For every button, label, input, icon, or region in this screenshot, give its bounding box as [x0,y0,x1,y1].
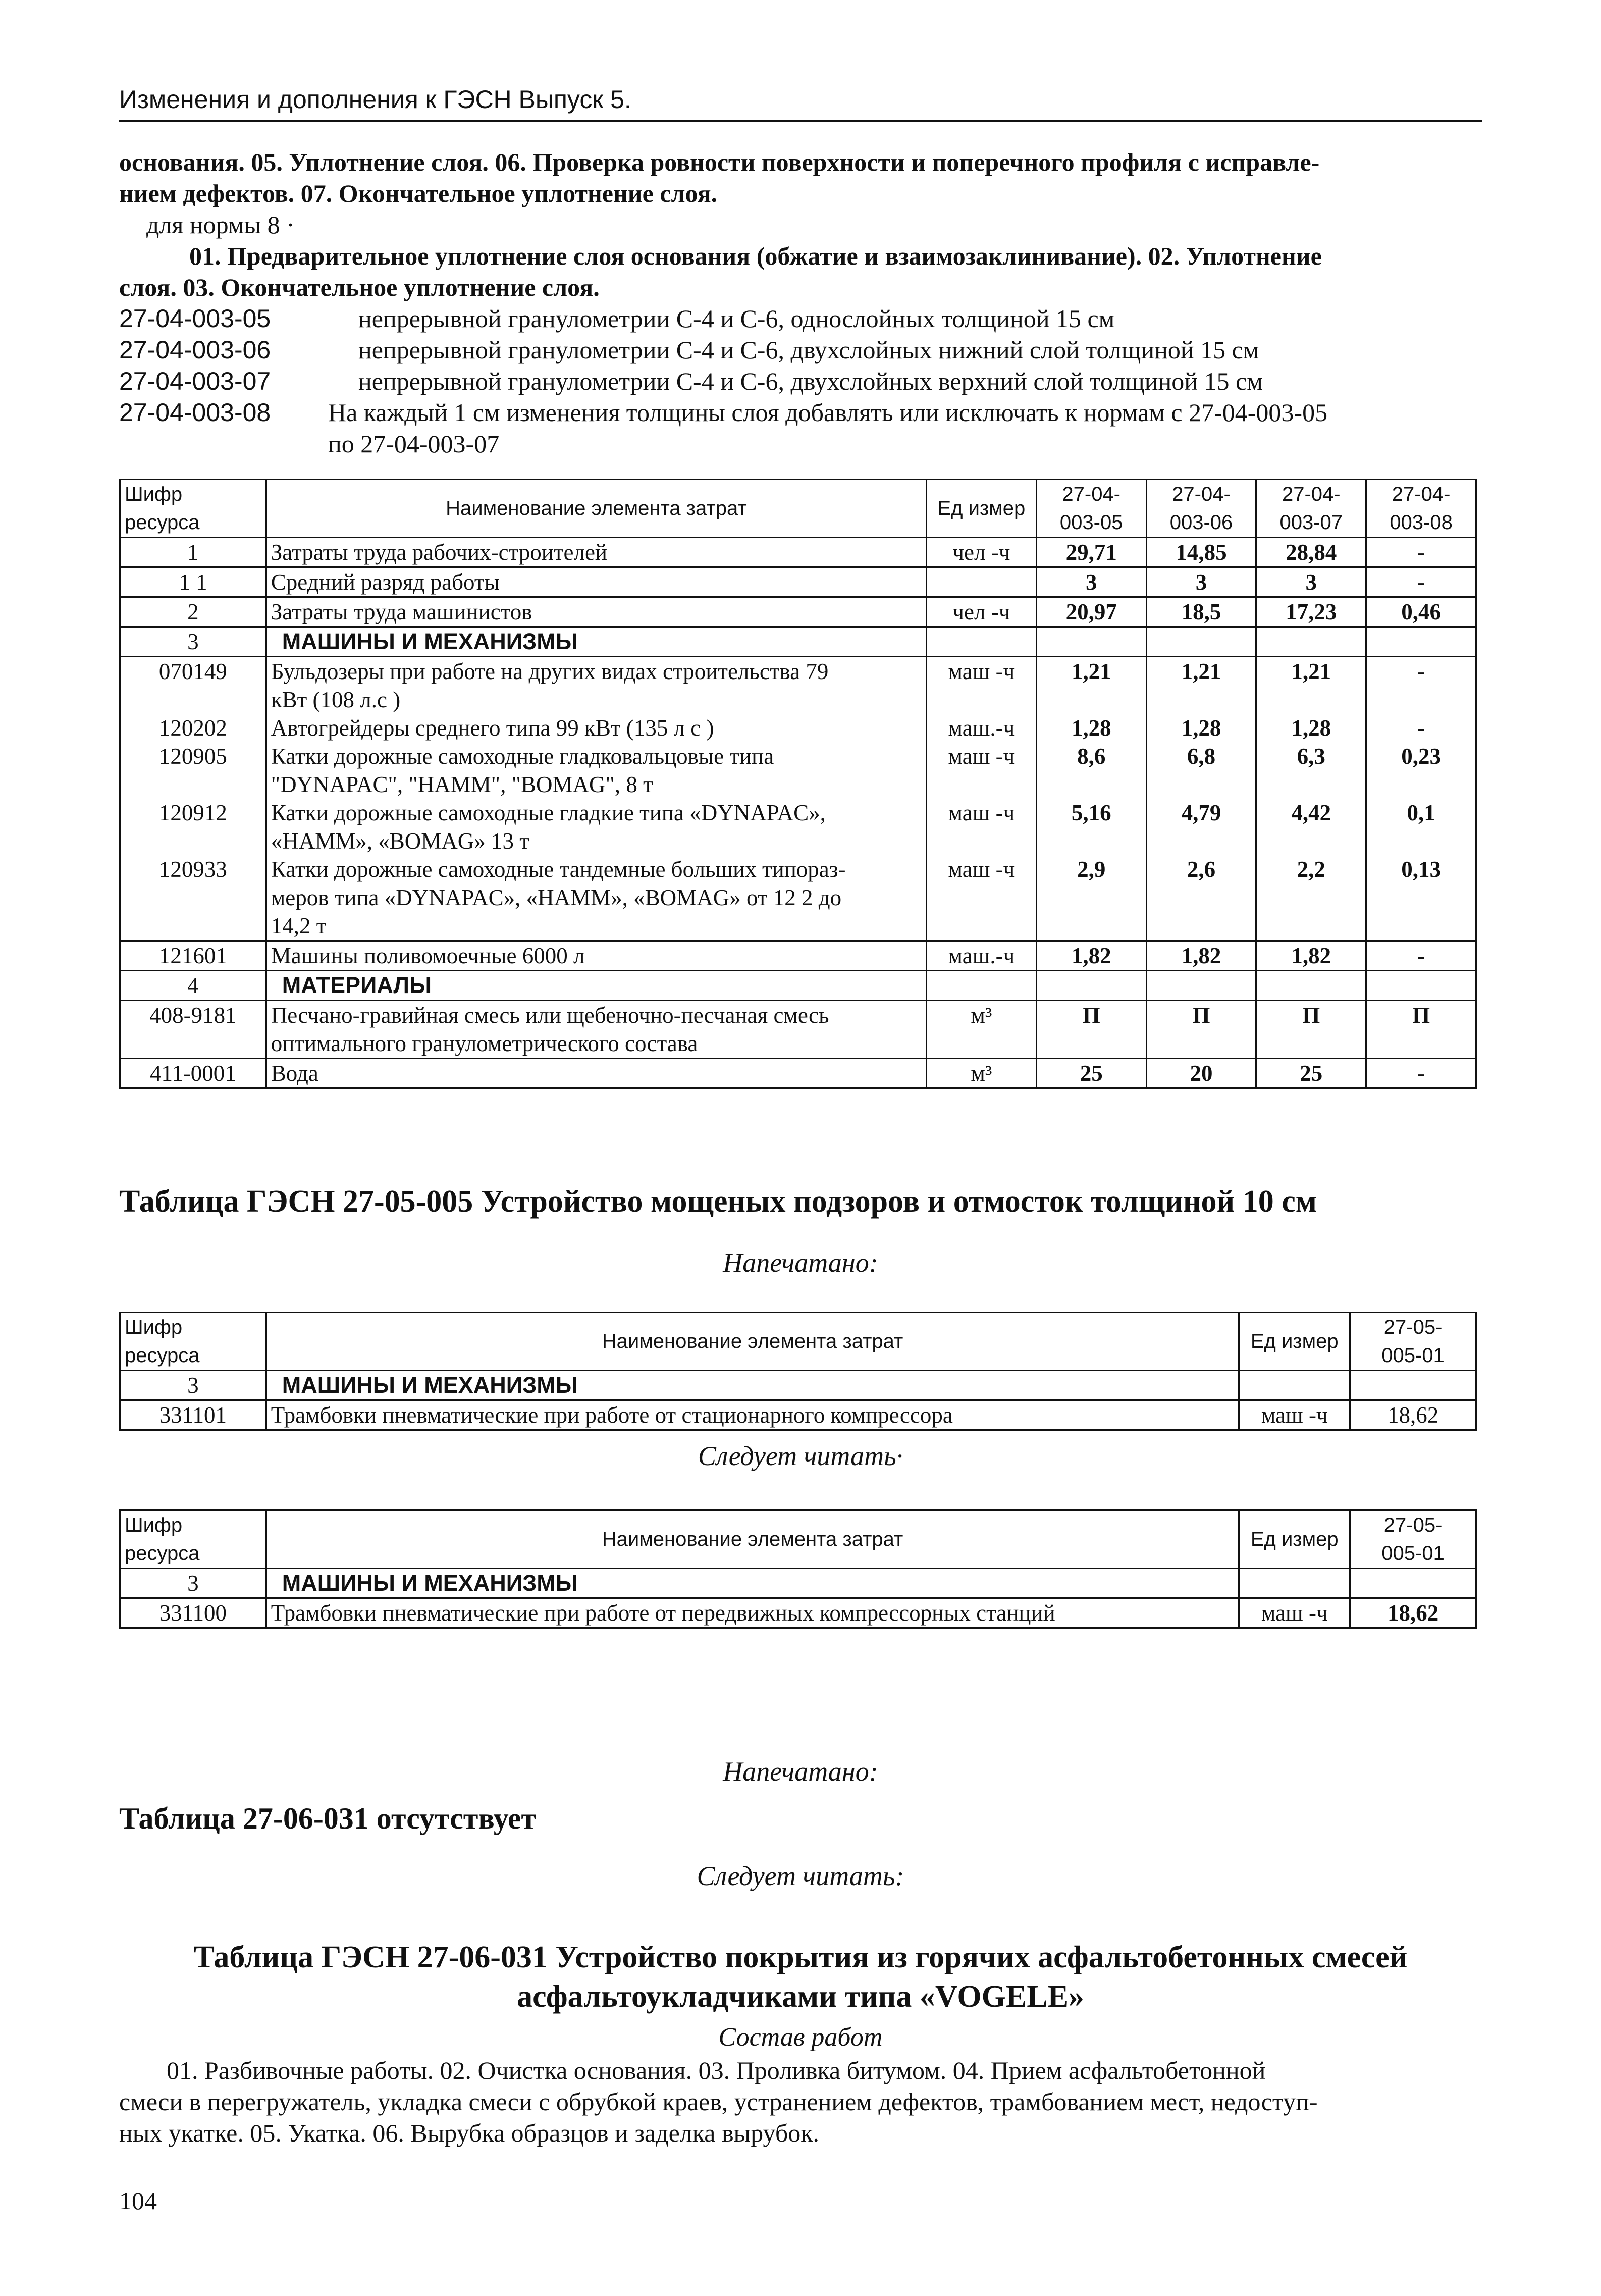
cell-unit: маш.-ч [926,941,1036,971]
cell-value: 0,1 [1366,799,1476,855]
cell-value: П [1146,1001,1256,1059]
cell-value: 1,82 [1146,941,1256,971]
cell-empty [1239,1569,1350,1598]
cell-value: 3 [1036,567,1146,597]
intro-line-1: основания. 05. Уплотнение слоя. 06. Проверка ровности поверхности и поперечного профиля с исправле- [119,148,1320,176]
cell-empty [1146,627,1256,657]
composition-heading: Состав работ [718,2023,883,2052]
cell-value: 25 [1036,1059,1146,1088]
resource-table-corrected [119,1509,1477,1629]
name-line: оптимального гранулометрического состава [271,1031,698,1056]
cell-name: Трамбовки пневматические при работе от передвижных компрессорных станций [266,1598,1239,1628]
name-line: меров типа «DYNAPAC», «HAMM», «BOMAG» от 12 2 до [271,885,842,910]
cell-value: 2,2 [1256,855,1366,941]
cell-empty [1146,971,1256,1001]
header-part: 27-05- [1383,1316,1443,1338]
table-group-row [120,1371,1476,1400]
cell-code: 408-9181 [120,1001,266,1059]
cell-code: 120912 [120,799,266,855]
col-header-unit: Ед измер [1239,1313,1350,1371]
composition-line-3: ных укатке. 05. Укатка. 06. Вырубка образцов и заделка вырубок. [119,2119,820,2147]
cell-value: 18,5 [1146,597,1256,627]
cell-name: Затраты труда рабочих-строителей [266,538,926,567]
cell-value: - [1366,714,1476,742]
cell-name [266,657,926,714]
name-line: «HAMM», «BOMAG» 13 т [271,828,529,854]
cell-value: 1,21 [1036,657,1146,714]
section-title-27-05-005: Таблица ГЭСН 27-05-005 Устройство мощеных подзоров и отмосток толщиной 10 см [119,1184,1317,1219]
cell-name: Средний разряд работы [266,567,926,597]
section-title-27-06-031: Таблица ГЭСН 27-06-031 Устройство покрытия из горячих асфальтобетонных смесей [193,1940,1408,1974]
norm-code: 27-04-003-08 [119,398,271,427]
cell-empty [1256,971,1366,1001]
cell-value: 1,82 [1036,941,1146,971]
table-row [120,941,1476,971]
intro-line-5: слоя. 03. Окончательное уплотнение слоя. [119,273,600,301]
cell-code: 1 1 [120,567,266,597]
norm-text: непрерывной гранулометрии С-4 и С-6, двухслойных верхний слой толщиной 15 см [358,367,1263,395]
cell-code: 411-0001 [120,1059,266,1088]
header-part: 003-07 [1279,511,1343,534]
col-header-name: Наименование элемента затрат [266,480,926,538]
col-header-norm [1350,1313,1476,1371]
cell-value: 4,42 [1256,799,1366,855]
cell-unit: маш.-ч [926,714,1036,742]
norm-text: непрерывной гранулометрии С-4 и С-6, однослойных толщиной 15 см [358,304,1115,333]
group-heading: МАШИНЫ И МЕХАНИЗМЫ [266,1371,1239,1400]
table-row [120,742,1476,799]
table-row [120,1598,1476,1628]
cell-value: 2,9 [1036,855,1146,941]
cell-name: Трамбовки пневматические при работе от стационарного компрессора [266,1400,1239,1430]
header-part: 27-04- [1172,483,1231,505]
name-line: Катки дорожные самоходные гладкие типа «DYNAPAC», [271,800,826,825]
section-title-27-06-031-cont: асфальтоукладчиками типа «VOGELE» [517,1979,1084,2014]
col-header-name: Наименование элемента затрат [266,1510,1239,1569]
intro-line-2: нием дефектов. 07. Окончательное уплотнение слоя. [119,179,718,207]
table-row [120,538,1476,567]
header-part: 003-08 [1390,511,1453,534]
cell-value: 2,6 [1146,855,1256,941]
cell-empty [1366,627,1476,657]
cell-empty [1239,1371,1350,1400]
cell-unit: м³ [926,1059,1036,1088]
cell-value: 28,84 [1256,538,1366,567]
name-line: "DYNAPAC", "HAMM", "BOMAG", 8 т [271,772,653,797]
cell-code: 2 [120,597,266,627]
cell-value: 3 [1256,567,1366,597]
cell-value: - [1366,567,1476,597]
cell-value: 6,3 [1256,742,1366,799]
cell-name [266,1001,926,1059]
cell-unit: маш -ч [926,799,1036,855]
table-row [120,1001,1476,1059]
cell-code: 120202 [120,714,266,742]
header-rule [119,120,1482,122]
cell-name [266,855,926,941]
cell-value: 18,62 [1350,1400,1476,1430]
cell-code: 3 [120,627,266,657]
norm-text: На каждый 1 см изменения толщины слоя добавлять или исключать к нормам с 27-04-003-05 [328,398,1328,427]
resource-table-printed [119,1312,1477,1431]
table-absent-note: Таблица 27-06-031 отсутствует [119,1802,536,1835]
table-row [120,1400,1476,1430]
cell-value: 29,71 [1036,538,1146,567]
cell-value: - [1366,538,1476,567]
cell-name [266,799,926,855]
cell-empty [1036,627,1146,657]
cell-value: 1,28 [1146,714,1256,742]
cell-value: 1,82 [1256,941,1366,971]
table-row [120,567,1476,597]
group-heading: МАШИНЫ И МЕХАНИЗМЫ [266,1569,1239,1598]
cell-value: П [1366,1001,1476,1059]
header-part: 003-06 [1169,511,1233,534]
intro-line-4: 01. Предварительное уплотнение слоя основания (обжатие и взаимозаклинивание). 02. Уплотнение [189,242,1322,270]
cell-unit [926,567,1036,597]
name-line: Песчано-гравийная смесь или щебеночно-песчаная смесь [271,1003,829,1028]
cell-code: 1 [120,538,266,567]
name-line: Катки дорожные самоходные гладковальцовые типа [271,744,774,769]
col-header-name: Наименование элемента затрат [266,1313,1239,1371]
table-group-row [120,971,1476,1001]
cell-value: 1,21 [1256,657,1366,714]
group-heading: МАТЕРИАЛЫ [266,971,926,1001]
cell-code: 121601 [120,941,266,971]
col-header-norm [1350,1510,1476,1569]
printed-label: Напечатано: [723,1756,878,1787]
cell-empty [1256,627,1366,657]
running-header: Изменения и дополнения к ГЭСН Выпуск 5. [119,85,631,114]
col-header-norm [1256,480,1366,538]
cell-unit: маш -ч [1239,1400,1350,1430]
page-number: 104 [119,2186,157,2215]
cell-value: 0,13 [1366,855,1476,941]
cell-unit: маш -ч [926,855,1036,941]
cell-value: 6,8 [1146,742,1256,799]
cell-code: 3 [120,1371,266,1400]
cell-unit: маш -ч [1239,1598,1350,1628]
table-header-row [120,480,1476,538]
col-header-unit: Ед измер [1239,1510,1350,1569]
cell-value: - [1366,941,1476,971]
cell-value: П [1256,1001,1366,1059]
table-row [120,597,1476,627]
cell-unit: маш -ч [926,742,1036,799]
table-row [120,855,1476,941]
table-header-row [120,1313,1476,1371]
cell-name: Затраты труда машинистов [266,597,926,627]
header-part: 005-01 [1381,1344,1445,1367]
cell-code: 120933 [120,855,266,941]
cell-empty [926,627,1036,657]
cell-code: 3 [120,1569,266,1598]
cell-value: 17,23 [1256,597,1366,627]
header-part: 27-04- [1392,483,1451,505]
should-read-label: Следует читать: [697,1861,904,1891]
cell-name [266,742,926,799]
col-header-unit: Ед измер [926,480,1036,538]
norm-text: непрерывной гранулометрии С-4 и С-6, двухслойных нижний слой толщиной 15 см [358,336,1259,364]
cell-code: 331100 [120,1598,266,1628]
composition-line-1: 01. Разбивочные работы. 02. Очистка основания. 03. Проливка битумом. 04. Прием асфальтобетонной [167,2056,1266,2084]
cell-value: 3 [1146,567,1256,597]
cell-value: 25 [1256,1059,1366,1088]
name-line: Бульдозеры при работе на других видах строительства 79 [271,659,829,684]
cell-value: 4,79 [1146,799,1256,855]
header-part: 27-04- [1062,483,1120,505]
cell-value: 0,46 [1366,597,1476,627]
cell-name: Вода [266,1059,926,1088]
header-part: 005-01 [1381,1542,1445,1564]
cell-code: 331101 [120,1400,266,1430]
group-heading: МАШИНЫ И МЕХАНИЗМЫ [266,627,926,657]
cell-code: 070149 [120,657,266,714]
header-part: 27-04- [1282,483,1341,505]
cell-value: 14,85 [1146,538,1256,567]
col-header-norm [1366,480,1476,538]
cell-value: 8,6 [1036,742,1146,799]
cell-empty [1350,1371,1476,1400]
cell-unit: м³ [926,1001,1036,1059]
should-read-label: Следует читать· [698,1441,903,1471]
cell-value: 1,28 [1256,714,1366,742]
header-part: 27-05- [1383,1514,1443,1536]
cell-value: 18,62 [1350,1598,1476,1628]
norm-text-cont: по 27-04-003-07 [328,430,500,458]
table-row [120,657,1476,714]
name-line: Катки дорожные самоходные тандемные больших типораз- [271,857,846,882]
cell-unit: маш -ч [926,657,1036,714]
table-row [120,799,1476,855]
norm-code: 27-04-003-05 [119,304,271,333]
table-group-row [120,1569,1476,1598]
cell-code: 120905 [120,742,266,799]
col-header-norm [1146,480,1256,538]
cell-empty [1366,971,1476,1001]
cell-name: Машины поливомоечные 6000 л [266,941,926,971]
cell-value: - [1366,1059,1476,1088]
name-line: кВт (108 л.с ) [271,687,401,712]
table-row [120,1059,1476,1088]
norm-code: 27-04-003-06 [119,336,271,364]
col-header-code: Шифр ресурса [120,1510,266,1569]
cell-value: 1,28 [1036,714,1146,742]
col-header-code: Шифр ресурса [120,1313,266,1371]
cell-value: 5,16 [1036,799,1146,855]
printed-label: Напечатано: [723,1247,878,1278]
cell-unit: чел -ч [926,538,1036,567]
table-header-row [120,1510,1476,1569]
cell-value: 0,23 [1366,742,1476,799]
composition-line-2: смеси в перегружатель, укладка смеси с обрубкой краев, устранением дефектов, трамбованием мест, недоступ- [119,2088,1318,2116]
cell-value: 20 [1146,1059,1256,1088]
cell-value: 1,21 [1146,657,1256,714]
name-line: 14,2 т [271,913,327,938]
cell-empty [1036,971,1146,1001]
col-header-norm [1036,480,1146,538]
cell-code: 4 [120,971,266,1001]
cell-name: Автогрейдеры среднего типа 99 кВт (135 л с ) [266,714,926,742]
cell-unit: чел -ч [926,597,1036,627]
table-group-row [120,627,1476,657]
cell-empty [926,971,1036,1001]
col-header-code: Шифр ресурса [120,480,266,538]
table-row [120,714,1476,742]
intro-line-3: для нормы 8 · [146,211,295,239]
cell-value: 20,97 [1036,597,1146,627]
cell-empty [1350,1569,1476,1598]
cell-value: П [1036,1001,1146,1059]
header-part: 003-05 [1059,511,1123,534]
norm-code: 27-04-003-07 [119,367,271,395]
cell-value: - [1366,657,1476,714]
resource-table-27-04-003 [119,479,1477,1089]
